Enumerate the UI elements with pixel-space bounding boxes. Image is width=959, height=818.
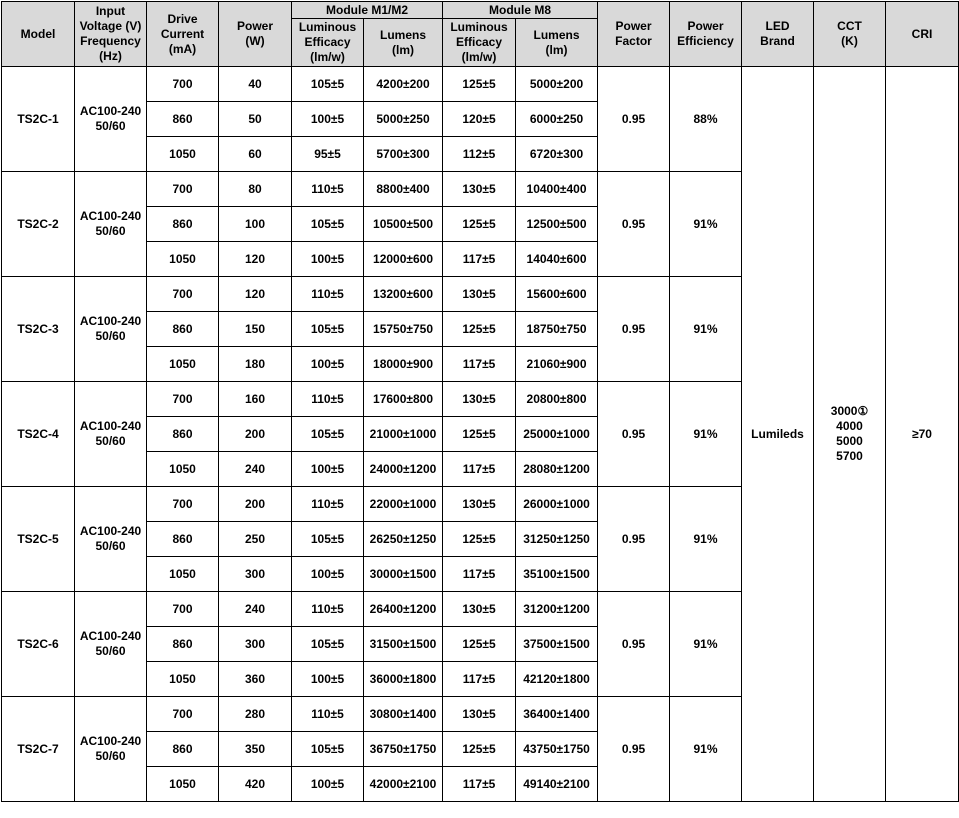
m1m2-lumens-cell: 13200±600 (364, 277, 443, 312)
m1m2-lumens-cell: 15750±750 (364, 312, 443, 347)
model-cell: TS2C-5 (2, 487, 75, 592)
m8-lumens-cell: 31200±1200 (516, 592, 598, 627)
drive-current-cell: 700 (147, 382, 219, 417)
m8-efficacy-cell: 117±5 (443, 452, 516, 487)
m1m2-lumens-cell: 26250±1250 (364, 522, 443, 557)
footnote-mark: ① (857, 404, 869, 418)
power-cell: 80 (219, 172, 292, 207)
m8-lumens-cell: 26000±1000 (516, 487, 598, 522)
m1m2-efficacy-cell: 105±5 (292, 67, 364, 102)
power-cell: 360 (219, 662, 292, 697)
m8-efficacy-cell: 125±5 (443, 312, 516, 347)
m1m2-efficacy-cell: 105±5 (292, 312, 364, 347)
power-efficiency-cell: 91% (670, 277, 742, 382)
power-cell: 250 (219, 522, 292, 557)
drive-current-cell: 700 (147, 697, 219, 732)
m8-lumens-cell: 18750±750 (516, 312, 598, 347)
power-cell: 240 (219, 452, 292, 487)
m1m2-lumens-cell: 31500±1500 (364, 627, 443, 662)
cct-cell (814, 67, 886, 802)
cct-value (816, 404, 883, 419)
header-module-m8: Module M8 (443, 2, 598, 19)
drive-current-cell: 700 (147, 592, 219, 627)
m8-lumens-cell: 49140±2100 (516, 767, 598, 802)
m8-efficacy-cell: 130±5 (443, 277, 516, 312)
power-cell: 160 (219, 382, 292, 417)
input-voltage-cell: AC100-240 50/60 (75, 592, 147, 697)
m8-efficacy-cell: 125±5 (443, 417, 516, 452)
m1m2-efficacy-cell: 100±5 (292, 347, 364, 382)
m1m2-efficacy-cell: 100±5 (292, 452, 364, 487)
header-module-m1m2: Module M1/M2 (292, 2, 443, 19)
input-voltage-cell: AC100-240 50/60 (75, 697, 147, 802)
power-cell: 200 (219, 487, 292, 522)
model-cell: TS2C-2 (2, 172, 75, 277)
m1m2-lumens-cell: 18000±900 (364, 347, 443, 382)
m1m2-efficacy-cell: 105±5 (292, 207, 364, 242)
drive-current-cell: 700 (147, 487, 219, 522)
cct-value-text: 5000 (836, 434, 863, 448)
input-voltage-cell: AC100-240 50/60 (75, 172, 147, 277)
header-power-factor: Power Factor (598, 2, 670, 67)
m1m2-efficacy-cell: 95±5 (292, 137, 364, 172)
m1m2-lumens-cell: 12000±600 (364, 242, 443, 277)
model-cell: TS2C-6 (2, 592, 75, 697)
cct-value-text: 5700 (836, 449, 863, 463)
m8-lumens-cell: 21060±900 (516, 347, 598, 382)
power-efficiency-cell: 88% (670, 67, 742, 172)
m8-efficacy-cell: 125±5 (443, 67, 516, 102)
power-factor-cell: 0.95 (598, 697, 670, 802)
drive-current-cell: 1050 (147, 137, 219, 172)
m1m2-efficacy-cell: 100±5 (292, 662, 364, 697)
m8-lumens-cell: 42120±1800 (516, 662, 598, 697)
power-efficiency-cell: 91% (670, 382, 742, 487)
header-led-brand: LED Brand (742, 2, 814, 67)
m8-lumens-cell: 25000±1000 (516, 417, 598, 452)
m1m2-efficacy-cell: 110±5 (292, 382, 364, 417)
m8-lumens-cell: 35100±1500 (516, 557, 598, 592)
drive-current-cell: 1050 (147, 347, 219, 382)
header-power: Power (W) (219, 2, 292, 67)
m1m2-efficacy-cell: 105±5 (292, 522, 364, 557)
m8-lumens-cell: 10400±400 (516, 172, 598, 207)
drive-current-cell: 1050 (147, 557, 219, 592)
m8-efficacy-cell: 117±5 (443, 242, 516, 277)
power-factor-cell: 0.95 (598, 382, 670, 487)
m8-efficacy-cell: 125±5 (443, 207, 516, 242)
m8-efficacy-cell: 130±5 (443, 172, 516, 207)
m8-efficacy-cell: 117±5 (443, 767, 516, 802)
m1m2-lumens-cell: 30800±1400 (364, 697, 443, 732)
power-cell: 60 (219, 137, 292, 172)
m1m2-lumens-cell: 10500±500 (364, 207, 443, 242)
power-efficiency-cell: 91% (670, 172, 742, 277)
m8-lumens-cell: 5000±200 (516, 67, 598, 102)
m8-efficacy-cell: 112±5 (443, 137, 516, 172)
drive-current-cell: 860 (147, 417, 219, 452)
header-m1m2-luminous-efficacy: Luminous Efficacy (lm/w) (292, 19, 364, 67)
drive-current-cell: 860 (147, 207, 219, 242)
input-voltage-cell: AC100-240 50/60 (75, 487, 147, 592)
cct-value (816, 419, 883, 434)
m1m2-lumens-cell: 24000±1200 (364, 452, 443, 487)
power-cell: 120 (219, 277, 292, 312)
drive-current-cell: 700 (147, 172, 219, 207)
power-factor-cell: 0.95 (598, 67, 670, 172)
m8-efficacy-cell: 130±5 (443, 487, 516, 522)
m1m2-lumens-cell: 26400±1200 (364, 592, 443, 627)
m8-efficacy-cell: 125±5 (443, 522, 516, 557)
header-power-efficiency: Power Efficiency (670, 2, 742, 67)
power-efficiency-cell: 91% (670, 592, 742, 697)
table-header (2, 2, 959, 67)
power-cell: 280 (219, 697, 292, 732)
m8-efficacy-cell: 130±5 (443, 592, 516, 627)
power-cell: 100 (219, 207, 292, 242)
power-factor-cell: 0.95 (598, 172, 670, 277)
header-m1m2-lumens: Lumens (lm) (364, 19, 443, 67)
m1m2-efficacy-cell: 100±5 (292, 242, 364, 277)
drive-current-cell: 860 (147, 627, 219, 662)
m8-lumens-cell: 14040±600 (516, 242, 598, 277)
power-cell: 200 (219, 417, 292, 452)
model-cell: TS2C-3 (2, 277, 75, 382)
input-voltage-cell: AC100-240 50/60 (75, 277, 147, 382)
drive-current-cell: 700 (147, 67, 219, 102)
m8-lumens-cell: 12500±500 (516, 207, 598, 242)
header-m8-luminous-efficacy: Luminous Efficacy (lm/w) (443, 19, 516, 67)
model-cell: TS2C-7 (2, 697, 75, 802)
cri-cell: ≥70 (886, 67, 959, 802)
m1m2-lumens-cell: 36750±1750 (364, 732, 443, 767)
m1m2-lumens-cell: 30000±1500 (364, 557, 443, 592)
drive-current-cell: 1050 (147, 242, 219, 277)
m1m2-efficacy-cell: 110±5 (292, 592, 364, 627)
m8-efficacy-cell: 117±5 (443, 662, 516, 697)
m1m2-efficacy-cell: 100±5 (292, 557, 364, 592)
m1m2-efficacy-cell: 105±5 (292, 732, 364, 767)
cct-value (816, 434, 883, 449)
power-cell: 120 (219, 242, 292, 277)
drive-current-cell: 860 (147, 732, 219, 767)
power-cell: 150 (219, 312, 292, 347)
power-factor-cell: 0.95 (598, 277, 670, 382)
m8-lumens-cell: 6720±300 (516, 137, 598, 172)
m1m2-efficacy-cell: 110±5 (292, 487, 364, 522)
drive-current-cell: 1050 (147, 767, 219, 802)
power-cell: 50 (219, 102, 292, 137)
cct-value (816, 449, 883, 464)
m8-lumens-cell: 6000±250 (516, 102, 598, 137)
power-cell: 40 (219, 67, 292, 102)
power-cell: 240 (219, 592, 292, 627)
header-drive-current: Drive Current (mA) (147, 2, 219, 67)
m8-efficacy-cell: 117±5 (443, 347, 516, 382)
drive-current-cell: 860 (147, 102, 219, 137)
header-cct: CCT (K) (814, 2, 886, 67)
m1m2-lumens-cell: 8800±400 (364, 172, 443, 207)
spec-table (1, 1, 959, 802)
drive-current-cell: 700 (147, 277, 219, 312)
m1m2-efficacy-cell: 100±5 (292, 767, 364, 802)
drive-current-cell: 860 (147, 522, 219, 557)
m1m2-lumens-cell: 4200±200 (364, 67, 443, 102)
power-cell: 420 (219, 767, 292, 802)
table-row (2, 67, 959, 102)
header-cri: CRI (886, 2, 959, 67)
model-cell: TS2C-1 (2, 67, 75, 172)
m8-lumens-cell: 37500±1500 (516, 627, 598, 662)
m8-lumens-cell: 15600±600 (516, 277, 598, 312)
header-model: Model (2, 2, 75, 67)
m8-efficacy-cell: 117±5 (443, 557, 516, 592)
header-m8-lumens: Lumens (lm) (516, 19, 598, 67)
m8-efficacy-cell: 125±5 (443, 732, 516, 767)
m1m2-lumens-cell: 22000±1000 (364, 487, 443, 522)
power-factor-cell: 0.95 (598, 592, 670, 697)
power-factor-cell: 0.95 (598, 487, 670, 592)
cct-value-text: 4000 (836, 419, 863, 433)
drive-current-cell: 1050 (147, 662, 219, 697)
m1m2-efficacy-cell: 100±5 (292, 102, 364, 137)
cct-value-text: 3000 (830, 404, 858, 418)
power-cell: 300 (219, 557, 292, 592)
m1m2-efficacy-cell: 110±5 (292, 277, 364, 312)
power-cell: 350 (219, 732, 292, 767)
m1m2-lumens-cell: 17600±800 (364, 382, 443, 417)
m8-lumens-cell: 28080±1200 (516, 452, 598, 487)
m8-lumens-cell: 43750±1750 (516, 732, 598, 767)
drive-current-cell: 860 (147, 312, 219, 347)
drive-current-cell: 1050 (147, 452, 219, 487)
m8-lumens-cell: 31250±1250 (516, 522, 598, 557)
power-cell: 180 (219, 347, 292, 382)
m1m2-lumens-cell: 5000±250 (364, 102, 443, 137)
m1m2-lumens-cell: 42000±2100 (364, 767, 443, 802)
m1m2-efficacy-cell: 105±5 (292, 627, 364, 662)
led-brand-cell: Lumileds (742, 67, 814, 802)
power-efficiency-cell: 91% (670, 487, 742, 592)
m8-efficacy-cell: 120±5 (443, 102, 516, 137)
m8-efficacy-cell: 125±5 (443, 627, 516, 662)
m1m2-efficacy-cell: 105±5 (292, 417, 364, 452)
m8-efficacy-cell: 130±5 (443, 697, 516, 732)
input-voltage-cell: AC100-240 50/60 (75, 382, 147, 487)
m1m2-lumens-cell: 21000±1000 (364, 417, 443, 452)
m8-efficacy-cell: 130±5 (443, 382, 516, 417)
m8-lumens-cell: 20800±800 (516, 382, 598, 417)
power-cell: 300 (219, 627, 292, 662)
m1m2-efficacy-cell: 110±5 (292, 697, 364, 732)
m8-lumens-cell: 36400±1400 (516, 697, 598, 732)
m1m2-lumens-cell: 5700±300 (364, 137, 443, 172)
m1m2-efficacy-cell: 110±5 (292, 172, 364, 207)
header-input-voltage-frequency: Input Voltage (V) Frequency (Hz) (75, 2, 147, 67)
power-efficiency-cell: 91% (670, 697, 742, 802)
m1m2-lumens-cell: 36000±1800 (364, 662, 443, 697)
table-body (2, 67, 959, 802)
input-voltage-cell: AC100-240 50/60 (75, 67, 147, 172)
model-cell: TS2C-4 (2, 382, 75, 487)
